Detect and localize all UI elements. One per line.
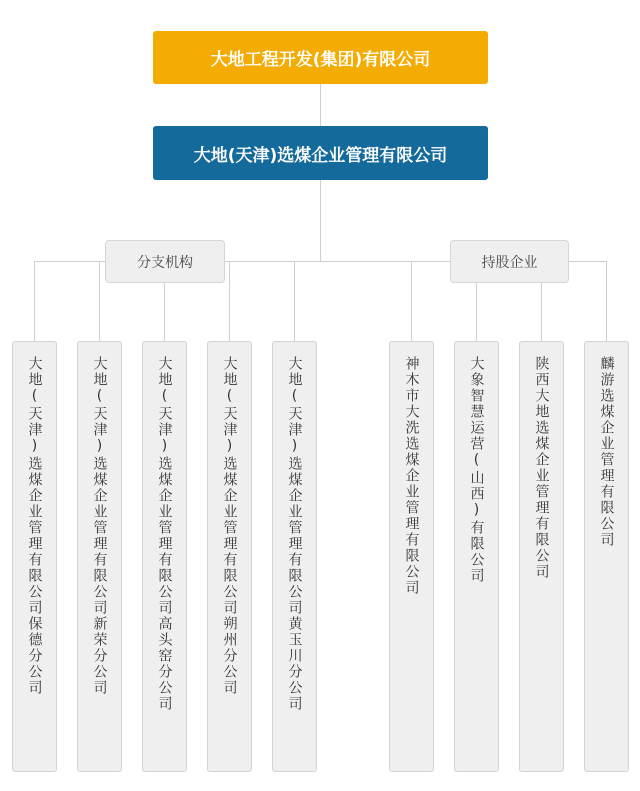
- holding-leaf-4: [584, 341, 629, 772]
- branches-category-label: 分支机构: [137, 254, 193, 271]
- branch-leaf-4: [207, 341, 252, 772]
- branch-leaf-5-label: 大地(天津)选煤企业管理有限公司黄玉川分公司: [286, 356, 303, 712]
- branches-category-box: [105, 240, 225, 283]
- branch-leaf-1: [12, 341, 57, 772]
- holdings-category-label: 持股企业: [481, 254, 538, 271]
- holding-leaf-3: [519, 341, 564, 772]
- branch-leaf-1-label: 大地(天津)选煤企业管理有限公司保德分公司: [26, 356, 43, 696]
- branch-leaf-5: [272, 341, 317, 772]
- branch-leaf-2-label: 大地(天津)选煤企业管理有限公司新荣分公司: [91, 356, 108, 696]
- branch-leaf-3-label: 大地(天津)选煤企业管理有限公司高头窑分公司: [156, 356, 173, 712]
- holding-leaf-2: [454, 341, 499, 772]
- top-company-box: [153, 31, 488, 84]
- holding-leaf-3-label: 陕西大地选煤企业管理有限公司: [533, 356, 550, 580]
- branch-leaf-3: [142, 341, 187, 772]
- holding-leaf-2-label: 大象智慧运营(山西)有限公司: [468, 356, 485, 584]
- middle-company-label: 大地(天津)选煤企业管理有限公司: [193, 145, 448, 166]
- holding-leaf-4-label: 麟游选煤企业管理有限公司: [598, 356, 615, 548]
- branch-leaf-2: [77, 341, 122, 772]
- branch-leaf-4-label: 大地(天津)选煤企业管理有限公司朔州分公司: [221, 356, 238, 696]
- holding-leaf-1: [389, 341, 434, 772]
- middle-company-box: [153, 126, 488, 180]
- holding-leaf-1-label: 神木市大洗选煤企业管理有限公司: [403, 356, 420, 596]
- holdings-category-box: [450, 240, 569, 283]
- top-company-label: 大地工程开发(集团)有限公司: [210, 50, 431, 70]
